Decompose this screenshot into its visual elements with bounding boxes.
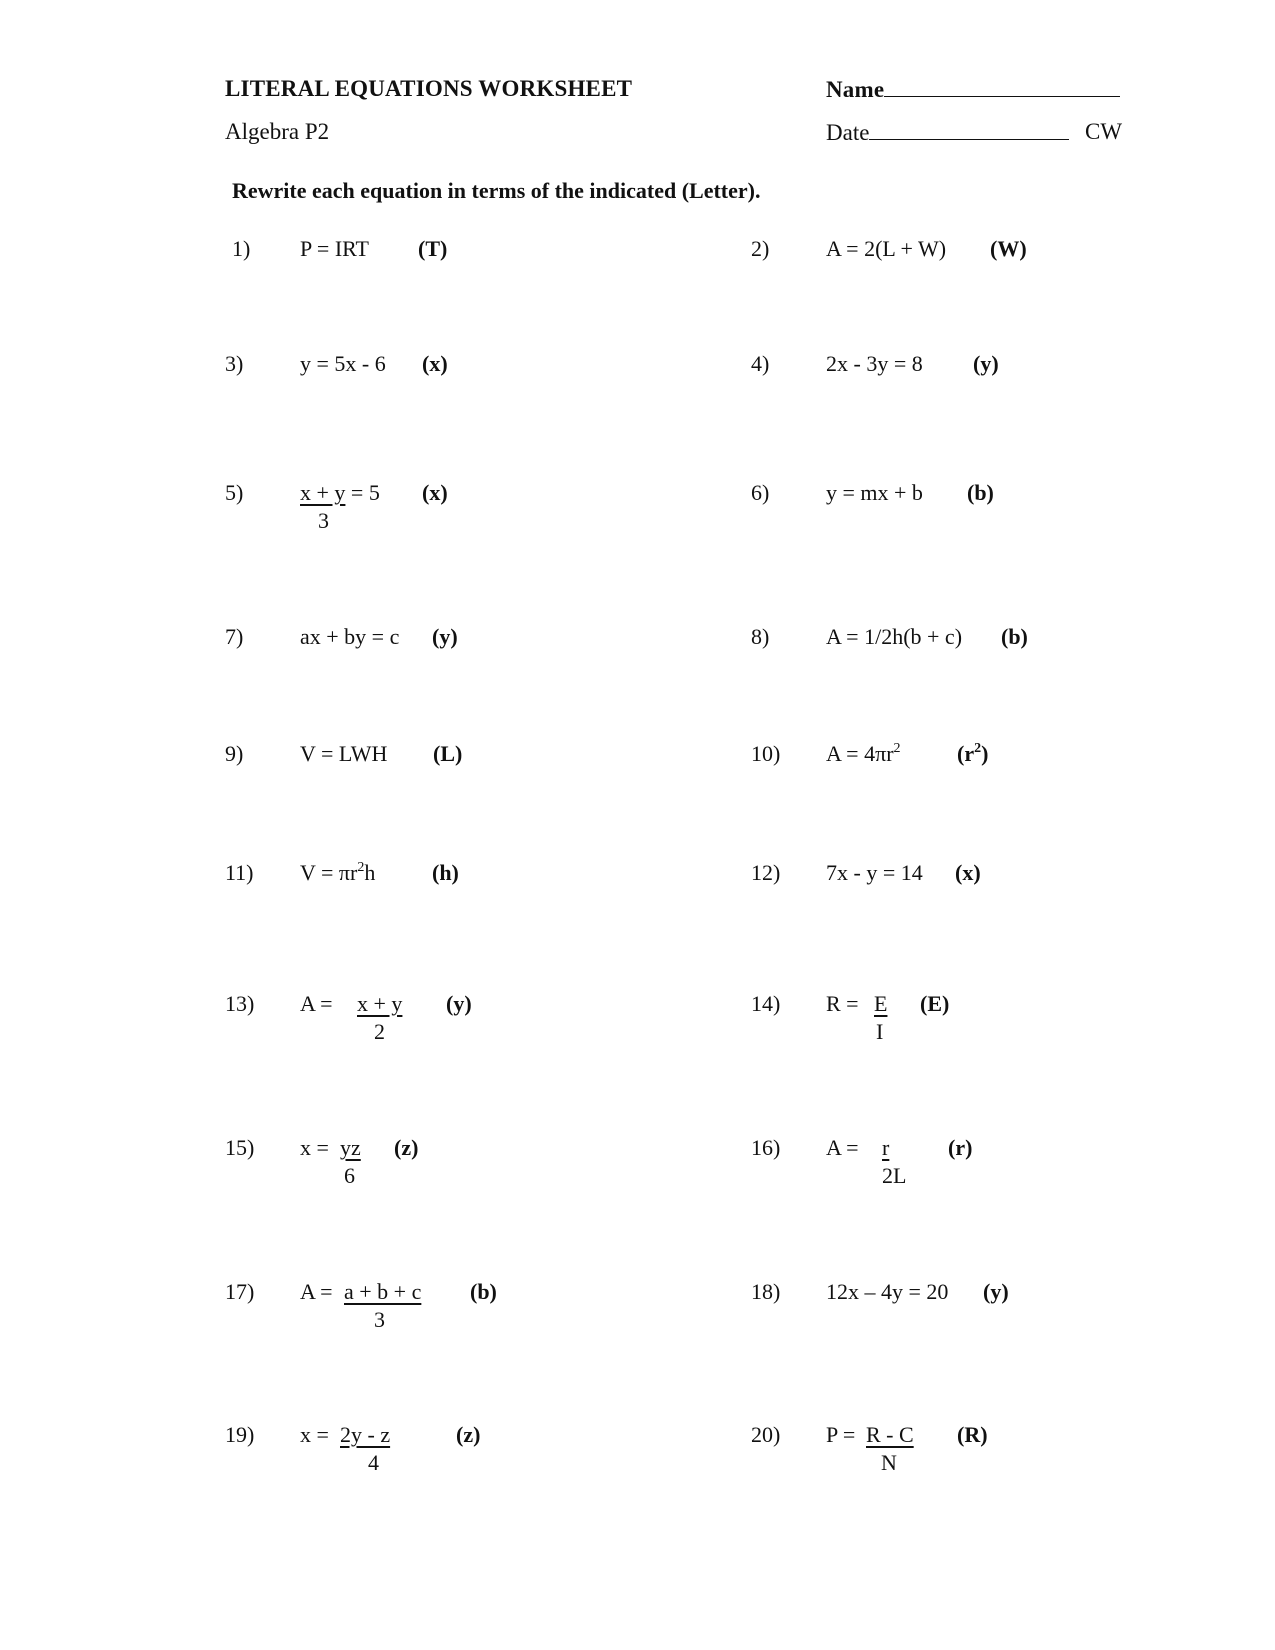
target-variable: (E) xyxy=(920,991,950,1016)
problem-number: 1) xyxy=(232,236,251,261)
target-variable: (r) xyxy=(948,1135,973,1160)
target-variable: (y) xyxy=(983,1279,1009,1304)
target-variable: (y) xyxy=(973,351,999,376)
date-label: Date xyxy=(826,120,870,145)
numerator: 2y - z xyxy=(340,1422,391,1447)
problem-number: 14) xyxy=(751,991,781,1016)
target-variable xyxy=(957,741,988,767)
equation: A = 2(L + W) xyxy=(826,236,947,261)
target-variable: (T) xyxy=(418,236,448,261)
equation-left: A = xyxy=(300,1279,333,1304)
equation: V = LWH xyxy=(300,741,388,766)
equation: 2x - 3y = 8 xyxy=(826,351,923,376)
equation: y = 5x - 6 xyxy=(300,351,386,376)
target-variable: (b) xyxy=(470,1279,497,1304)
problem-number: 5) xyxy=(225,480,244,505)
equation-rest: = 5 xyxy=(350,480,380,505)
equation-base: A = 4πr xyxy=(826,741,894,766)
course-label: Algebra P2 xyxy=(225,119,330,144)
equation-left: R = xyxy=(826,991,859,1016)
denominator: N xyxy=(881,1450,897,1475)
problem-number: 6) xyxy=(751,480,770,505)
equation-left: x = xyxy=(300,1135,329,1160)
equation: 12x – 4y = 20 xyxy=(826,1279,949,1304)
target-variable: (y) xyxy=(446,991,472,1016)
exponent: 2 xyxy=(357,860,365,875)
numerator: a + b + c xyxy=(344,1279,422,1304)
name-label: Name xyxy=(826,77,885,102)
worksheet-title: LITERAL EQUATIONS WORKSHEET xyxy=(225,76,633,101)
equation-left: x = xyxy=(300,1422,329,1447)
target-variable: (W) xyxy=(990,236,1027,261)
exponent: 2 xyxy=(974,741,982,756)
numerator: yz xyxy=(340,1135,361,1160)
problem-number: 20) xyxy=(751,1422,781,1447)
target-variable: (b) xyxy=(967,480,994,505)
numerator: E xyxy=(874,991,888,1016)
numerator: x + y xyxy=(300,480,346,505)
problem-number: 8) xyxy=(751,624,770,649)
target-variable: (R) xyxy=(957,1422,988,1447)
equation: P = IRT xyxy=(300,236,369,261)
problem-number: 10) xyxy=(751,741,781,766)
equation xyxy=(300,480,380,506)
problem-number: 2) xyxy=(751,236,770,261)
problem-number: 12) xyxy=(751,860,781,885)
problem-number: 9) xyxy=(225,741,244,766)
target-variable: (x) xyxy=(955,860,981,885)
target-variable: (x) xyxy=(422,480,448,505)
equation-base: V = πr xyxy=(300,860,358,885)
variable-base: (r xyxy=(957,741,975,766)
date-field xyxy=(826,119,1069,146)
problem-number: 13) xyxy=(225,991,255,1016)
problem-number: 15) xyxy=(225,1135,255,1160)
denominator: 2 xyxy=(374,1019,385,1044)
cw-label: CW xyxy=(1085,119,1123,144)
target-variable: (b) xyxy=(1001,624,1028,649)
equation: A = 1/2h(b + c) xyxy=(826,624,963,649)
denominator: 6 xyxy=(344,1163,355,1188)
denominator: 3 xyxy=(374,1307,385,1332)
name-blank xyxy=(884,76,1120,97)
equation: 7x - y = 14 xyxy=(826,860,923,885)
target-variable: (L) xyxy=(433,741,463,766)
problem-number: 3) xyxy=(225,351,244,376)
equation: y = mx + b xyxy=(826,480,923,505)
target-variable: (x) xyxy=(422,351,448,376)
numerator: r xyxy=(882,1135,890,1160)
target-variable: (z) xyxy=(456,1422,481,1447)
problem-number: 16) xyxy=(751,1135,781,1160)
denominator: 2L xyxy=(882,1163,907,1188)
equation xyxy=(300,860,375,886)
target-variable: (y) xyxy=(432,624,458,649)
name-field xyxy=(826,76,1120,103)
problem-number: 17) xyxy=(225,1279,255,1304)
exponent: 2 xyxy=(893,741,901,756)
target-variable: (z) xyxy=(394,1135,419,1160)
problem-number: 18) xyxy=(751,1279,781,1304)
numerator: x + y xyxy=(357,991,403,1016)
denominator: 4 xyxy=(368,1450,379,1475)
variable-close: ) xyxy=(981,741,989,766)
equation-left: P = xyxy=(826,1422,856,1447)
problem-number: 19) xyxy=(225,1422,255,1447)
problem-number: 11) xyxy=(225,860,254,885)
date-blank xyxy=(869,119,1069,140)
equation-after: h xyxy=(364,860,376,885)
numerator: R - C xyxy=(866,1422,914,1447)
problem-number: 4) xyxy=(751,351,770,376)
instructions: Rewrite each equation in terms of the indicated (Letter). xyxy=(232,178,761,203)
equation: ax + by = c xyxy=(300,624,400,649)
equation-left: A = xyxy=(300,991,333,1016)
equation xyxy=(826,741,901,767)
problem-number: 7) xyxy=(225,624,244,649)
target-variable: (h) xyxy=(432,860,459,885)
denominator: 3 xyxy=(318,508,329,533)
denominator: I xyxy=(876,1019,884,1044)
equation-left: A = xyxy=(826,1135,859,1160)
